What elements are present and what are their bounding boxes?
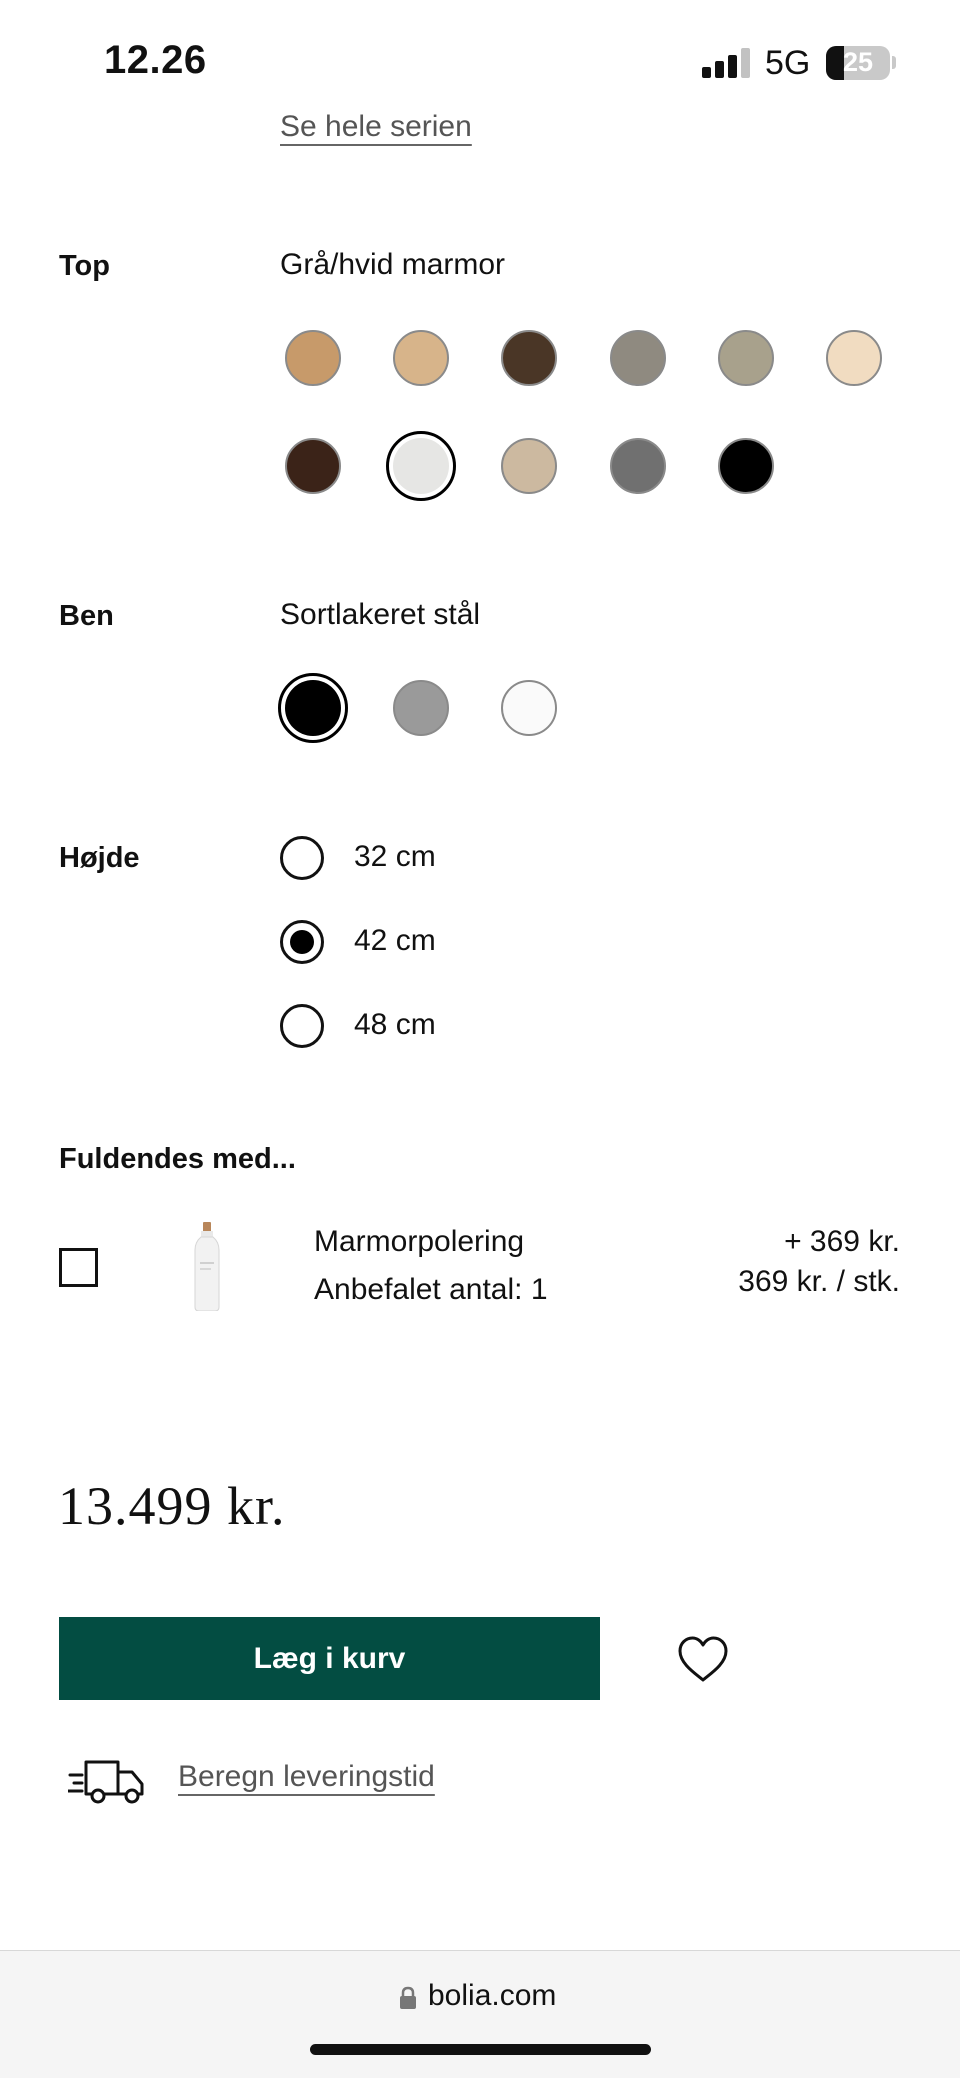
top-selected-name: Grå/hvid marmor <box>280 248 506 281</box>
addon-price: + 369 kr. <box>784 1225 900 1258</box>
legs-color-swatch[interactable] <box>278 673 348 743</box>
top-color-swatch[interactable] <box>501 330 557 386</box>
signal-icon <box>702 48 750 78</box>
height-option-label[interactable]: 32 cm <box>354 840 436 873</box>
addon-name: Marmorpolering <box>314 1225 525 1258</box>
height-option-label[interactable]: 42 cm <box>354 924 436 957</box>
addon-checkbox[interactable] <box>59 1248 98 1287</box>
top-color-swatch[interactable] <box>393 330 449 386</box>
calculate-delivery-link[interactable]: Beregn leveringstid <box>178 1760 435 1793</box>
top-color-swatch[interactable] <box>285 438 341 494</box>
height-label: Højde <box>59 842 140 874</box>
heart-icon[interactable] <box>676 1634 730 1684</box>
top-color-swatch[interactable] <box>501 438 557 494</box>
top-color-swatch[interactable] <box>610 438 666 494</box>
top-color-swatch[interactable] <box>826 330 882 386</box>
see-series-link[interactable]: Se hele serien <box>280 110 472 143</box>
top-color-swatch[interactable] <box>285 330 341 386</box>
radio-selected-dot <box>290 930 314 954</box>
status-time: 12.26 <box>104 38 207 82</box>
addon-quantity: Anbefalet antal: 1 <box>314 1273 548 1306</box>
home-indicator <box>310 2044 651 2055</box>
polish-bottle-image <box>193 1222 221 1311</box>
browser-domain: bolia.com <box>428 1979 557 2012</box>
legs-selected-name: Sortlakeret stål <box>280 598 481 631</box>
addon-section-title: Fuldendes med... <box>59 1143 296 1175</box>
battery-level: 25 <box>842 47 874 77</box>
battery-tip <box>892 56 896 69</box>
top-color-swatch[interactable] <box>610 330 666 386</box>
product-price: 13.499 kr. <box>58 1476 286 1536</box>
legs-color-swatch[interactable] <box>393 680 449 736</box>
addon-unit-price: 369 kr. / stk. <box>738 1265 900 1298</box>
height-radio[interactable] <box>280 836 324 880</box>
top-color-swatch[interactable] <box>718 330 774 386</box>
network-type: 5G <box>765 44 811 82</box>
browser-address-bar[interactable] <box>0 1950 960 2078</box>
lock-icon <box>399 1986 417 2010</box>
height-radio[interactable] <box>280 920 324 964</box>
height-option-label[interactable]: 48 cm <box>354 1008 436 1041</box>
height-radio[interactable] <box>280 1004 324 1048</box>
top-label: Top <box>59 250 110 282</box>
truck-icon <box>68 1758 148 1806</box>
add-to-cart-button[interactable]: Læg i kurv <box>59 1617 600 1700</box>
top-color-swatch[interactable] <box>386 431 456 501</box>
legs-label: Ben <box>59 600 114 632</box>
top-color-swatch[interactable] <box>718 438 774 494</box>
battery-icon <box>826 46 890 80</box>
legs-color-swatch[interactable] <box>501 680 557 736</box>
